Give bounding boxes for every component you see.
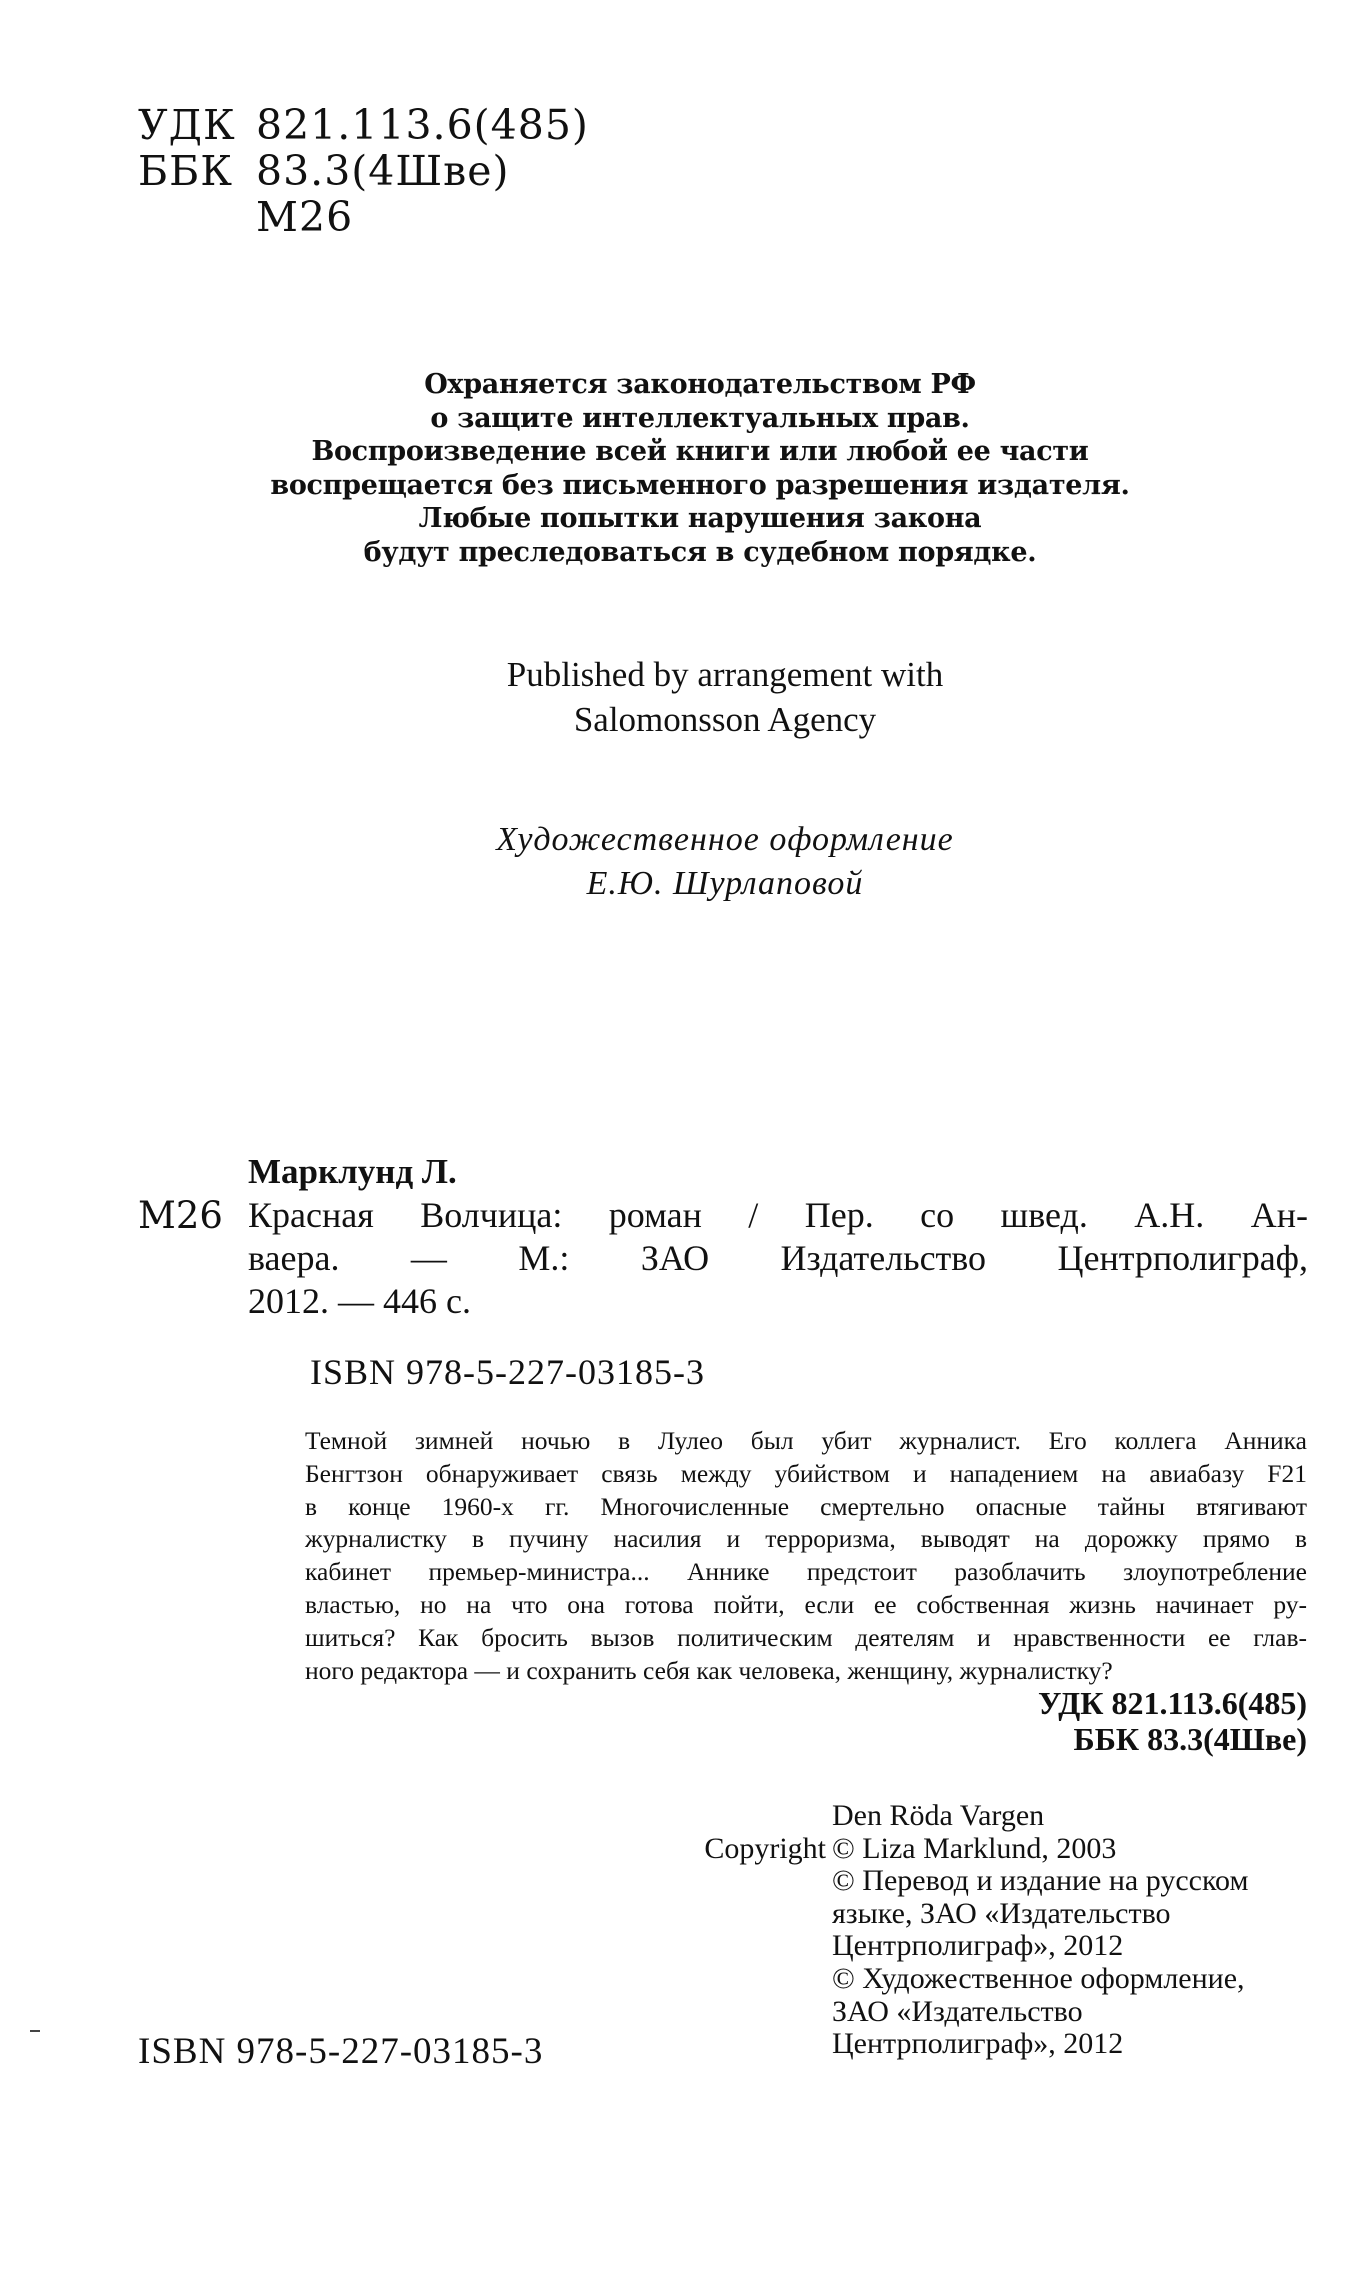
published-by (350, 652, 1100, 742)
art-design-line: Е.Ю. Шурлаповой (586, 865, 864, 902)
bbk-value: 83.3(4Шве) (256, 147, 510, 195)
catalog-entry (248, 1194, 1308, 1323)
classification-top (138, 102, 589, 240)
scan-mark (30, 2030, 40, 2032)
copyright-block (550, 1800, 1330, 2061)
catalog-author: Марклунд Л. (248, 1152, 457, 1191)
catalog-isbn: ISBN 978-5-227-03185-3 (310, 1352, 705, 1392)
annotation-line: ного редактора — и сохранить себя как человека, женщину, журналистку? (305, 1655, 1113, 1685)
design-rights-line: © Художественное оформление, (832, 1961, 1245, 1995)
bbk-bottom: ББК 83.3(4Шве) (1073, 1721, 1307, 1757)
notice-line: воспрещается без письменного разрешения издателя. (270, 469, 1130, 501)
annotation-line: журналистку в пучину насилия и терроризма, выводят на дорожку прямо в (305, 1524, 1307, 1554)
original-title: Den Röda Vargen (832, 1799, 1045, 1832)
author-mark-row (138, 194, 589, 240)
notice-line: Любые попытки нарушения закона (418, 503, 982, 534)
art-design-credit (350, 818, 1100, 906)
design-rights-line: Центрполиграф», 2012 (832, 2027, 1124, 2061)
notice-line: о защите интеллектуальных прав. (430, 402, 970, 434)
copyright-word: Copyright (704, 1831, 826, 1865)
udk-bottom: УДК 821.113.6(485) (1037, 1685, 1307, 1721)
bbk-row (138, 148, 589, 194)
catalog-code: М26 (138, 1194, 223, 1237)
annotation-line: властью, но на что она готова пойти, если ее собственная жизнь начинает ру- (305, 1589, 1307, 1619)
original-rights-row (550, 1833, 1330, 1866)
translation-rights-line: Центрполиграф», 2012 (832, 1929, 1124, 1963)
annotation-line: шиться? Как бросить вызов политическим деятелям и нравственности ее глав- (305, 1622, 1307, 1652)
notice-line: будут преследоваться в судебном порядке. (363, 536, 1037, 568)
annotation (305, 1425, 1307, 1687)
udk-row (138, 102, 589, 148)
copyright-notice (250, 368, 1150, 569)
published-line: Published by arrangement with (506, 655, 944, 694)
translation-rights-line: © Перевод и издание на русском (832, 1864, 1249, 1898)
catalog-line: Красная Волчица: роман / Пер. со швед. А.Н. Ан- (248, 1195, 1308, 1235)
design-rights-line: ЗАО «Издательство (832, 1994, 1083, 2028)
original-rights: © Liza Marklund, 2003 (832, 1831, 1117, 1865)
annotation-line: Темной зимней ночью в Лулео был убит журналист. Его коллега Анника (305, 1426, 1307, 1455)
catalog-line: 2012. — 446 с. (248, 1281, 471, 1321)
notice-line: Воспроизведение всей книги или любой ее части (311, 436, 1089, 467)
catalog-line: ваера. — М.: ЗАО Издательство Центрполиграф, (248, 1238, 1308, 1278)
isbn-bottom: ISBN 978-5-227-03185-3 (138, 2031, 544, 2072)
author-mark: М26 (256, 193, 354, 241)
published-line: Salomonsson Agency (573, 700, 877, 739)
udk-value: 821.113.6(485) (256, 101, 589, 149)
udk-label: УДК (138, 101, 236, 149)
notice-line: Охраняется законодательством РФ (424, 369, 976, 400)
bbk-label: ББК (138, 147, 233, 195)
classification-bottom (750, 1685, 1307, 1757)
art-design-line: Художественное оформление (496, 821, 954, 858)
annotation-line: в конце 1960-х гг. Многочисленные смертельно опасные тайны втягивают (305, 1491, 1307, 1521)
annotation-line: Бенгтзон обнаруживает связь между убийством и нападением на авиабазу F21 (305, 1458, 1307, 1488)
annotation-line: кабинет премьер-министра... Аннике предстоит разоблачить злоупотребление (305, 1557, 1307, 1587)
translation-rights-line: языке, ЗАО «Издательство (832, 1896, 1171, 1930)
